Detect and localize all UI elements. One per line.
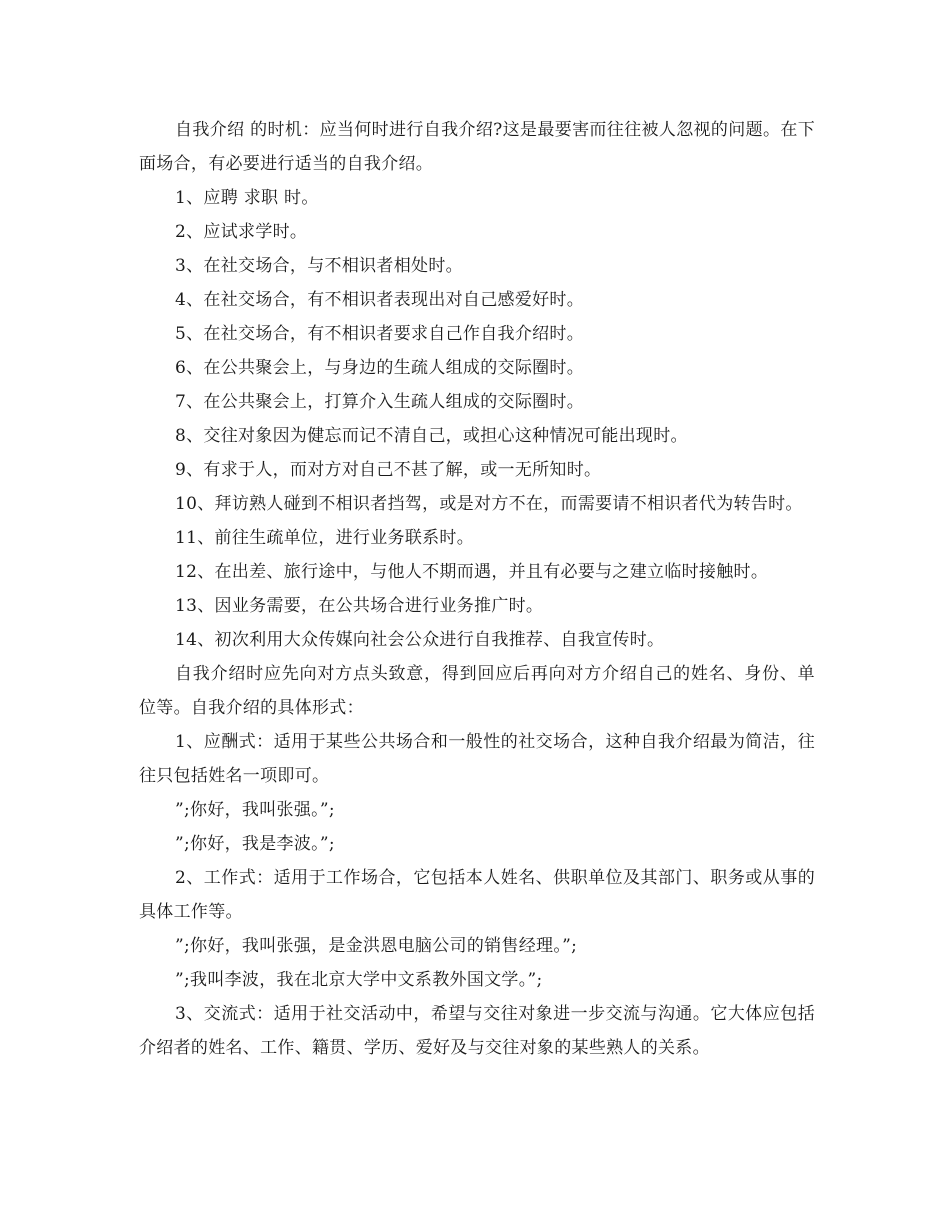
list-item: 7、在公共聚会上，打算介入生疏人组成的交际圈时。: [175, 392, 585, 412]
example-quote: ”;我叫李波，我在北京大学中文系教外国文学。”;: [175, 970, 543, 990]
example-quote: ”;你好，我叫张强。”;: [175, 800, 335, 820]
list-item: 11、前往生疏单位，进行业务联系时。: [175, 528, 475, 548]
list-item: 3、在社交场合，与不相识者相处时。: [175, 256, 463, 276]
paragraph-forms-intro: 自我介绍时应先向对方点头致意，得到回应后再向对方介绍自己的姓名、身份、单位等。自我介绍的具体形式：: [139, 664, 815, 718]
paragraph-intro: 自我介绍 的时机：应当何时进行自我介绍?这是最要害而往往被人忽视的问题。在下面场合，有必要进行适当的自我介绍。: [139, 120, 815, 174]
list-item: 14、初次利用大众传媒向社会公众进行自我推荐、自我宣传时。: [175, 630, 665, 650]
example-quote: ”;你好，我叫张强，是金洪恩电脑公司的销售经理。”;: [175, 936, 578, 956]
form-item-work: 2、工作式：适用于工作场合，它包括本人姓名、供职单位及其部门、职务或从事的具体工作等。: [139, 868, 815, 922]
example-quote: ”;你好，我是李波。”;: [175, 834, 335, 854]
list-item: 1、应聘 求职 时。: [175, 188, 319, 208]
list-item: 6、在公共聚会上，与身边的生疏人组成的交际圈时。: [175, 358, 585, 378]
list-item: 2、应试求学时。: [175, 222, 308, 242]
list-item: 5、在社交场合，有不相识者要求自己作自我介绍时。: [175, 324, 585, 344]
list-item: 4、在社交场合，有不相识者表现出对自己感爱好时。: [175, 290, 585, 310]
form-item-social: 1、应酬式：适用于某些公共场合和一般性的社交场合，这种自我介绍最为简洁，往往只包括姓名一项即可。: [139, 732, 815, 786]
list-item: 9、有求于人，而对方对自己不甚了解，或一无所知时。: [175, 460, 602, 480]
document-body: [139, 113, 815, 1065]
list-item: 10、拜访熟人碰到不相识者挡驾，或是对方不在，而需要请不相识者代为转告时。: [175, 494, 803, 514]
list-item: 8、交往对象因为健忘而记不清自己，或担心这种情况可能出现时。: [175, 426, 688, 446]
list-item: 13、因业务需要，在公共场合进行业务推广时。: [175, 596, 544, 616]
form-item-exchange: 3、交流式：适用于社交活动中，希望与交往对象进一步交流与沟通。它大体应包括介绍者的姓名、工作、籍贯、学历、爱好及与交往对象的某些熟人的关系。: [139, 1004, 815, 1058]
list-item: 12、在出差、旅行途中，与他人不期而遇，并且有必要与之建立临时接触时。: [175, 562, 769, 582]
